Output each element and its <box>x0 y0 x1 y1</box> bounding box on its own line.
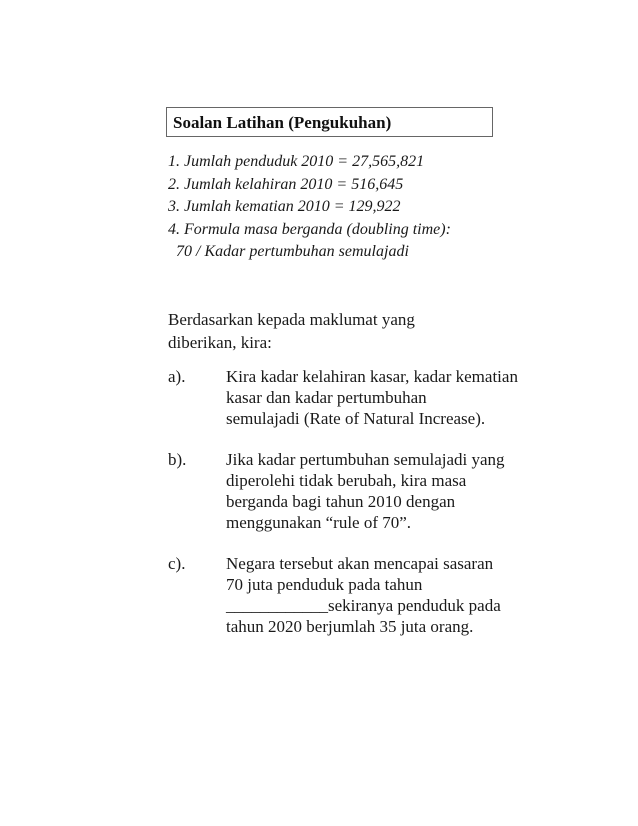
fact-doubling-formula-expression: 70 / Kadar pertumbuhan semulajadi <box>176 243 409 260</box>
question-line: Kira kadar kelahiran kasar, kadar kematian <box>226 367 518 386</box>
fact-deaths: 3. Jumlah kematian 2010 = 129,922 <box>168 198 401 215</box>
question-line: berganda bagi tahun 2010 dengan <box>226 492 456 511</box>
question-line: tahun 2020 berjumlah 35 juta orang. <box>226 617 474 636</box>
exercise-title: Soalan Latihan (Pengukuhan) <box>173 113 392 132</box>
question-line: kasar dan kadar pertumbuhan <box>226 388 427 407</box>
instruction-line: diberikan, kira: <box>168 333 272 352</box>
question-line: semulajadi (Rate of Natural Increase). <box>226 409 486 428</box>
question-line: diperolehi tidak berubah, kira masa <box>226 471 467 490</box>
instruction-paragraph <box>168 308 488 354</box>
given-facts-list <box>168 151 528 264</box>
question-line: Jika kadar pertumbuhan semulajadi yang <box>226 450 505 469</box>
question-text <box>226 449 576 533</box>
question-line-with-blank: ____________sekiranya penduduk pada <box>226 596 501 615</box>
question-line: menggunakan “rule of 70”. <box>226 513 412 532</box>
exercise-title-box <box>166 107 493 137</box>
question-text <box>226 553 576 637</box>
fact-births: 2. Jumlah kelahiran 2010 = 516,645 <box>168 175 404 193</box>
question-text <box>226 366 576 429</box>
question-line: Negara tersebut akan mencapai sasaran <box>226 554 494 573</box>
fact-population: 1. Jumlah penduduk 2010 = 27,565,821 <box>168 153 425 170</box>
fact-doubling-formula: 4. Formula masa berganda (doubling time): <box>168 220 451 238</box>
question-label: c). <box>168 554 186 573</box>
question-line: 70 juta penduduk pada tahun <box>226 575 423 594</box>
instruction-line: Berdasarkan kepada maklumat yang <box>168 310 415 329</box>
question-label: a). <box>168 367 186 386</box>
question-label: b). <box>168 450 187 469</box>
